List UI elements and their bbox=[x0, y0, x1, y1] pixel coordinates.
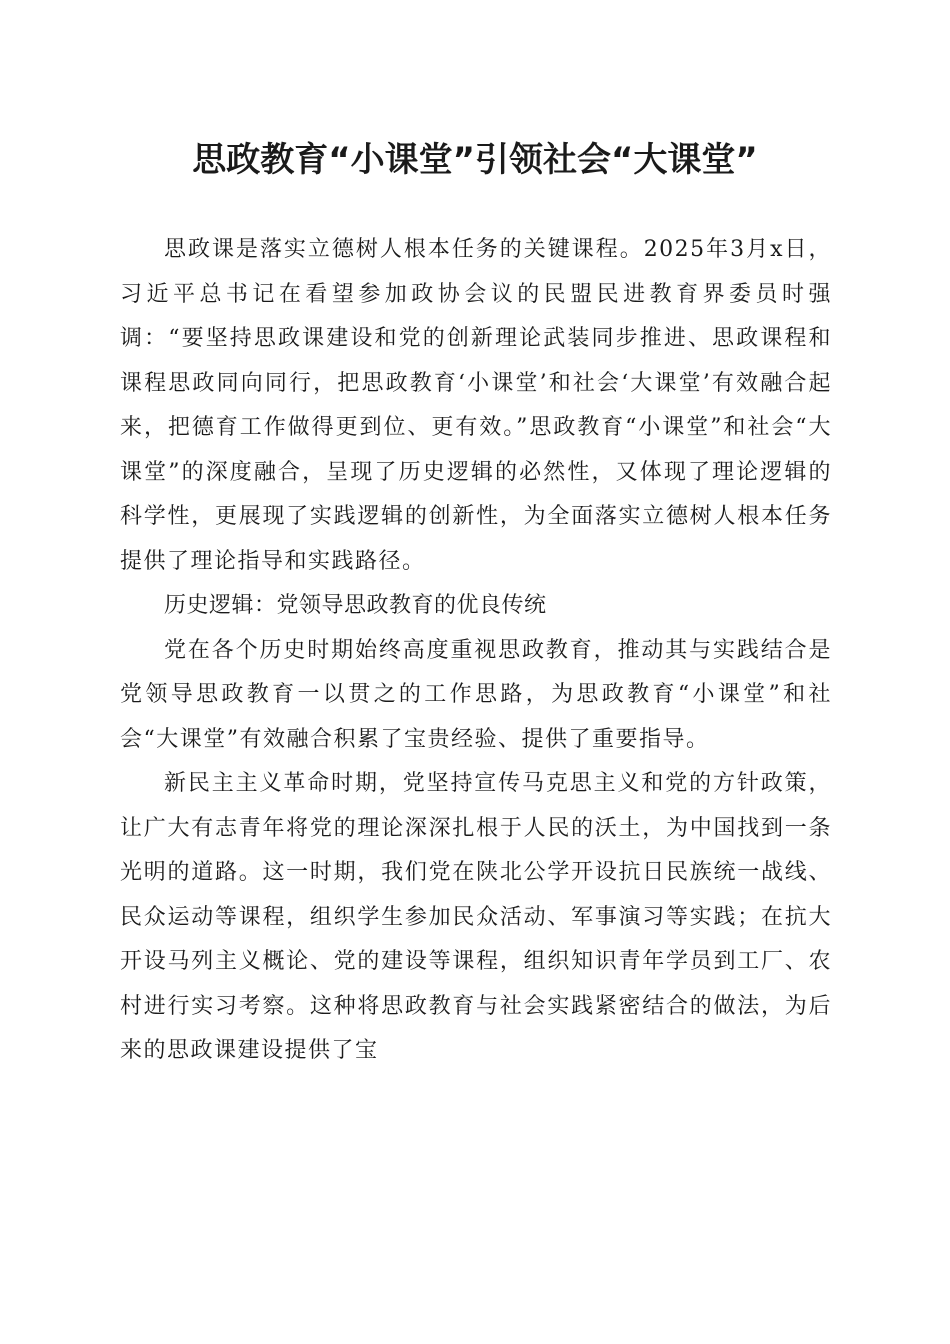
paragraph-intro: 思政课是落实立德树人根本任务的关键课程。2025年3月x日，习近平总书记在看望参加政协会议的民盟民进教育界委员时强调：“要坚持思政课建设和党的创新理论武装同步推进、思政课程和课程思政同向同行，把思政教育‘小课堂’和社会‘大课堂’有效融合起来，把德育工作做得更到位、更有效。”思政教育“小课堂”和社会“大课堂”的深度融合，呈现了历史逻辑的必然性，又体现了理论逻辑的科学性，更展现了实践逻辑的创新性，为全面落实立德树人根本任务提供了理论指导和实践路径。 bbox=[120, 237, 832, 574]
document-body bbox=[120, 228, 832, 1074]
page-title: 思政教育“小课堂”引领社会“大课堂” bbox=[192, 140, 758, 180]
paragraph-history-overview: 党在各个历史时期始终高度重视思政教育，推动其与实践结合是党领导思政教育一以贯之的工作思路，为思政教育“小课堂”和社会“大课堂”有效融合积累了宝贵经验、提供了重要指导。 bbox=[120, 637, 832, 752]
section-heading-history: 历史逻辑：党领导思政教育的优良传统 bbox=[164, 593, 547, 618]
paragraph-new-democratic-revolution: 新民主主义革命时期，党坚持宣传马克思主义和党的方针政策，让广大有志青年将党的理论深深扎根于人民的沃土，为中国找到一条光明的道路。这一时期，我们党在陕北公学开设抗日民族统一战线、民众运动等课程，组织学生参加民众活动、军事演习等实践；在抗大开设马列主义概论、党的建设等课程，组织知识青年学员到工厂、农村进行实习考察。这种将思政教育与社会实践紧密结合的做法，为后来的思政课建设提供了宝 bbox=[120, 771, 832, 1063]
